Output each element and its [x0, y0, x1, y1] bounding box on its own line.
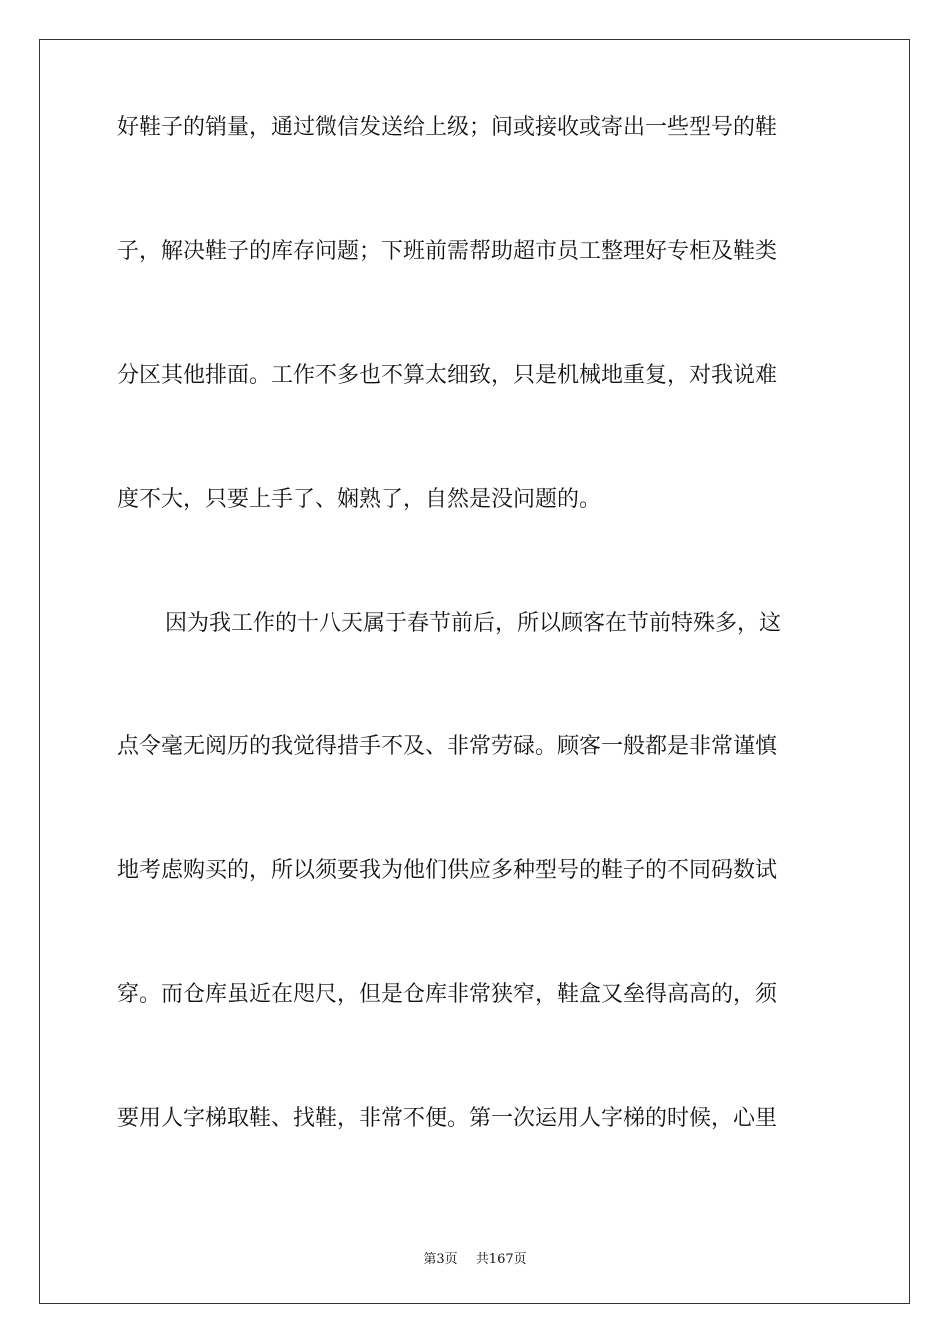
text-line: 度不大，只要上手了、娴熟了，自然是没问题的。 — [117, 486, 602, 512]
text-line: 子，解决鞋子的库存问题；下班前需帮助超市员工整理好专柜及鞋类 — [117, 238, 778, 264]
text-line: 分区其他排面。工作不多也不算太细致，只是机械地重复，对我说难 — [117, 362, 778, 388]
text-line: 地考虑购买的，所以须要我为他们供应多种型号的鞋子的不同码数试 — [117, 858, 778, 884]
page-number: 第3页 — [423, 1252, 458, 1267]
text-line: 要用人字梯取鞋、找鞋，非常不便。第一次运用人字梯的时候，心里 — [117, 1106, 778, 1132]
text-line-indented: 因为我工作的十八天属于春节前后，所以顾客在节前特殊多，这 — [165, 610, 782, 636]
paragraph-1 — [117, 108, 837, 604]
text-line: 穿。而仓库虽近在咫尺，但是仓库非常狭窄，鞋盒又垒得高高的，须 — [117, 982, 778, 1008]
document-body — [117, 108, 837, 1223]
text-line: 好鞋子的销量，通过微信发送给上级；间或接收或寄出一些型号的鞋 — [117, 115, 778, 140]
total-pages: 共167页 — [475, 1252, 527, 1267]
page-footer — [0, 1248, 950, 1267]
text-line: 点令毫无阅历的我觉得措手不及、非常劳碌。顾客一般都是非常谨慎 — [117, 734, 778, 760]
paragraph-2 — [117, 604, 837, 1223]
